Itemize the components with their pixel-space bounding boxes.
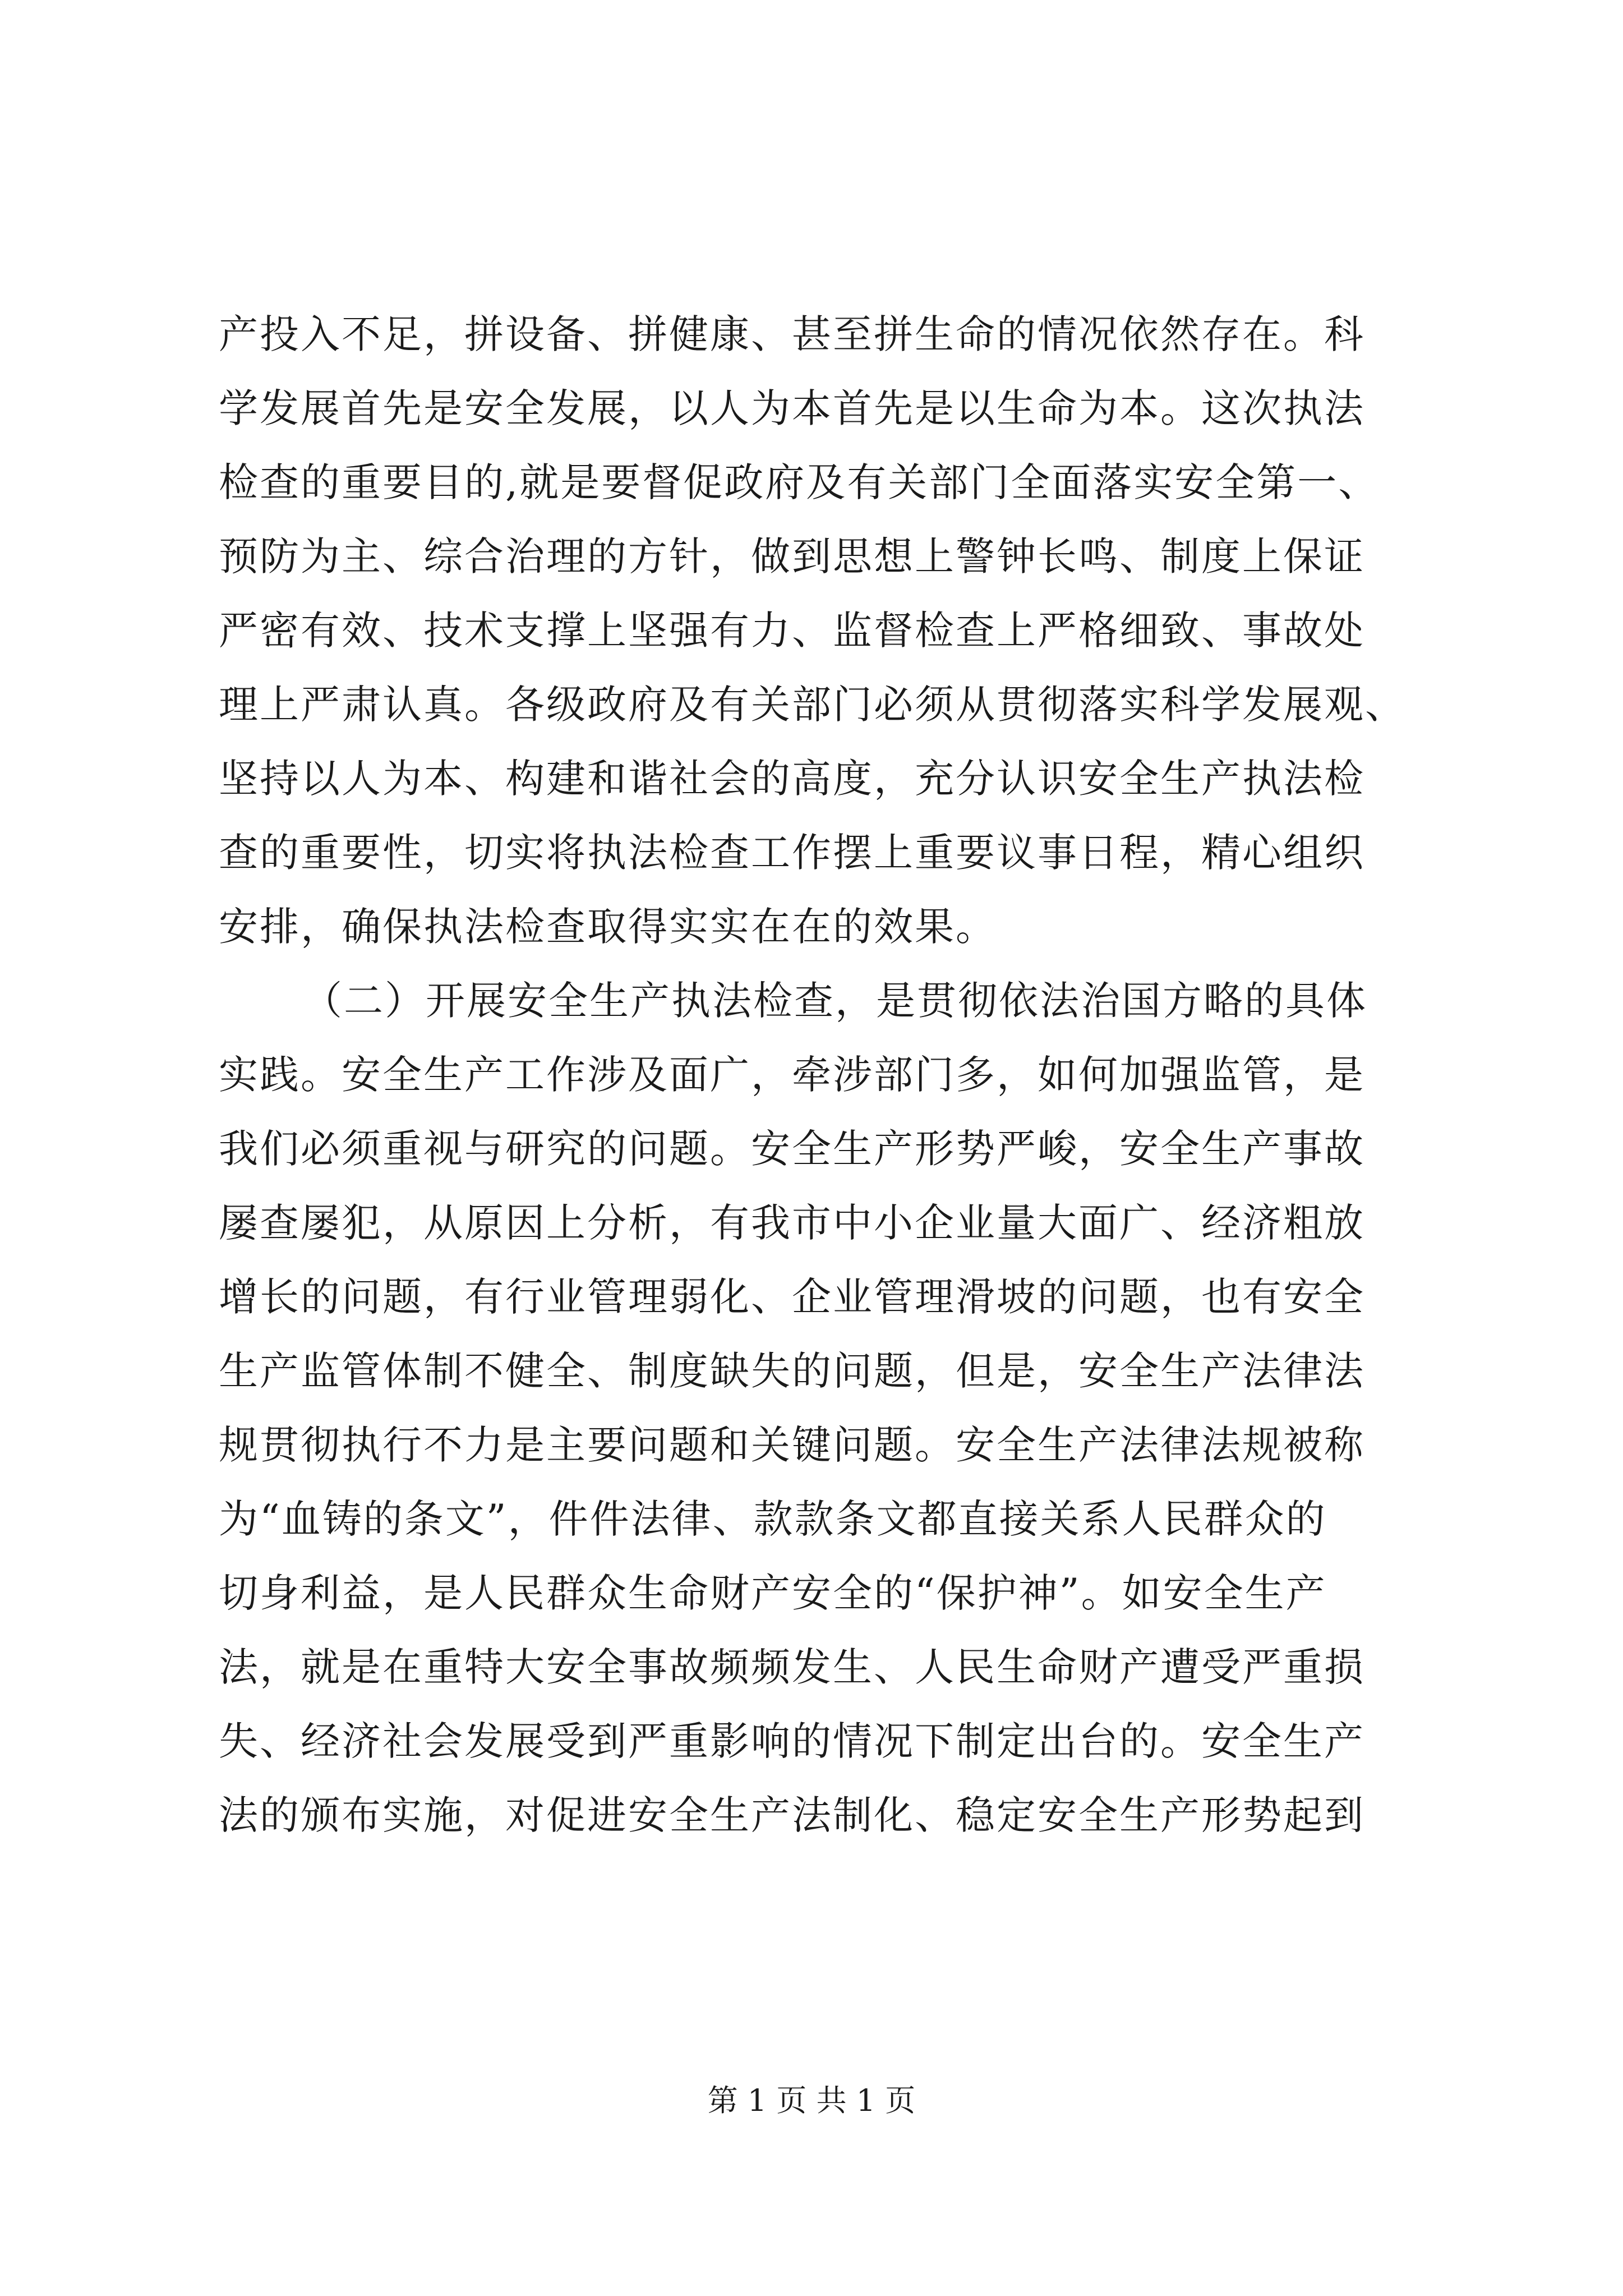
text-line: 为“血铸的条文”，件件法律、款款条文都直接关系人民群众的 bbox=[219, 1496, 1327, 1542]
text-line: 法，就是在重特大安全事故频频发生、人民生命财产遭受严重损 bbox=[219, 1644, 1365, 1690]
text-line: 生产监管体制不健全、制度缺失的问题，但是，安全生产法律法 bbox=[219, 1348, 1365, 1394]
text-line: 法的颁布实施，对促进安全生产法制化、稳定安全生产形势起到 bbox=[219, 1792, 1365, 1838]
text-line: 产投入不足，拼设备、拼健康、甚至拼生命的情况依然存在。科 bbox=[219, 311, 1365, 357]
text-line: 我们必须重视与研究的问题。安全生产形势严峻，安全生产事故 bbox=[219, 1126, 1365, 1172]
text-line: 学发展首先是安全发展，以人为本首先是以生命为本。这次执法 bbox=[219, 385, 1365, 431]
text-line: 预防为主、综合治理的方针，做到思想上警钟长鸣、制度上保证 bbox=[219, 533, 1365, 579]
text-line: 失、经济社会发展受到严重影响的情况下制定出台的。安全生产 bbox=[219, 1718, 1365, 1764]
text-line: 安排，确保执法检查取得实实在在的效果。 bbox=[219, 904, 997, 950]
text-line: 增长的问题，有行业管理弱化、企业管理滑坡的问题，也有安全 bbox=[219, 1274, 1365, 1320]
text-line: 切身利益，是人民群众生命财产安全的“保护神”。如安全生产 bbox=[219, 1570, 1327, 1616]
page-footer bbox=[0, 2081, 1623, 2120]
text-line: 实践。安全生产工作涉及面广，牵涉部门多，如何加强监管，是 bbox=[219, 1052, 1365, 1098]
text-line: 查的重要性，切实将执法检查工作摆上重要议事日程，精心组织 bbox=[219, 830, 1365, 876]
text-line: 坚持以人为本、构建和谐社会的高度，充分认识安全生产执法检 bbox=[219, 756, 1365, 802]
text-line: 检查的重要目的,就是要督促政府及有关部门全面落实安全第一、 bbox=[219, 459, 1380, 505]
text-line: 严密有效、技术支撑上坚强有力、监督检查上严格细致、事故处 bbox=[219, 608, 1365, 654]
section-heading-line: （二）开展安全生产执法检查，是贯彻依法治国方略的具体 bbox=[303, 978, 1367, 1024]
text-line: 规贯彻执行不力是主要问题和关键问题。安全生产法律法规被称 bbox=[219, 1422, 1365, 1468]
document-body bbox=[219, 297, 1525, 1852]
text-line: 理上严肃认真。各级政府及有关部门必须从贯彻落实科学发展观、 bbox=[219, 682, 1406, 728]
text-line: 屡查屡犯，从原因上分析，有我市中小企业量大面广、经济粗放 bbox=[219, 1200, 1365, 1246]
page-number-label: 第 1 页 共 1 页 bbox=[707, 2083, 916, 2118]
